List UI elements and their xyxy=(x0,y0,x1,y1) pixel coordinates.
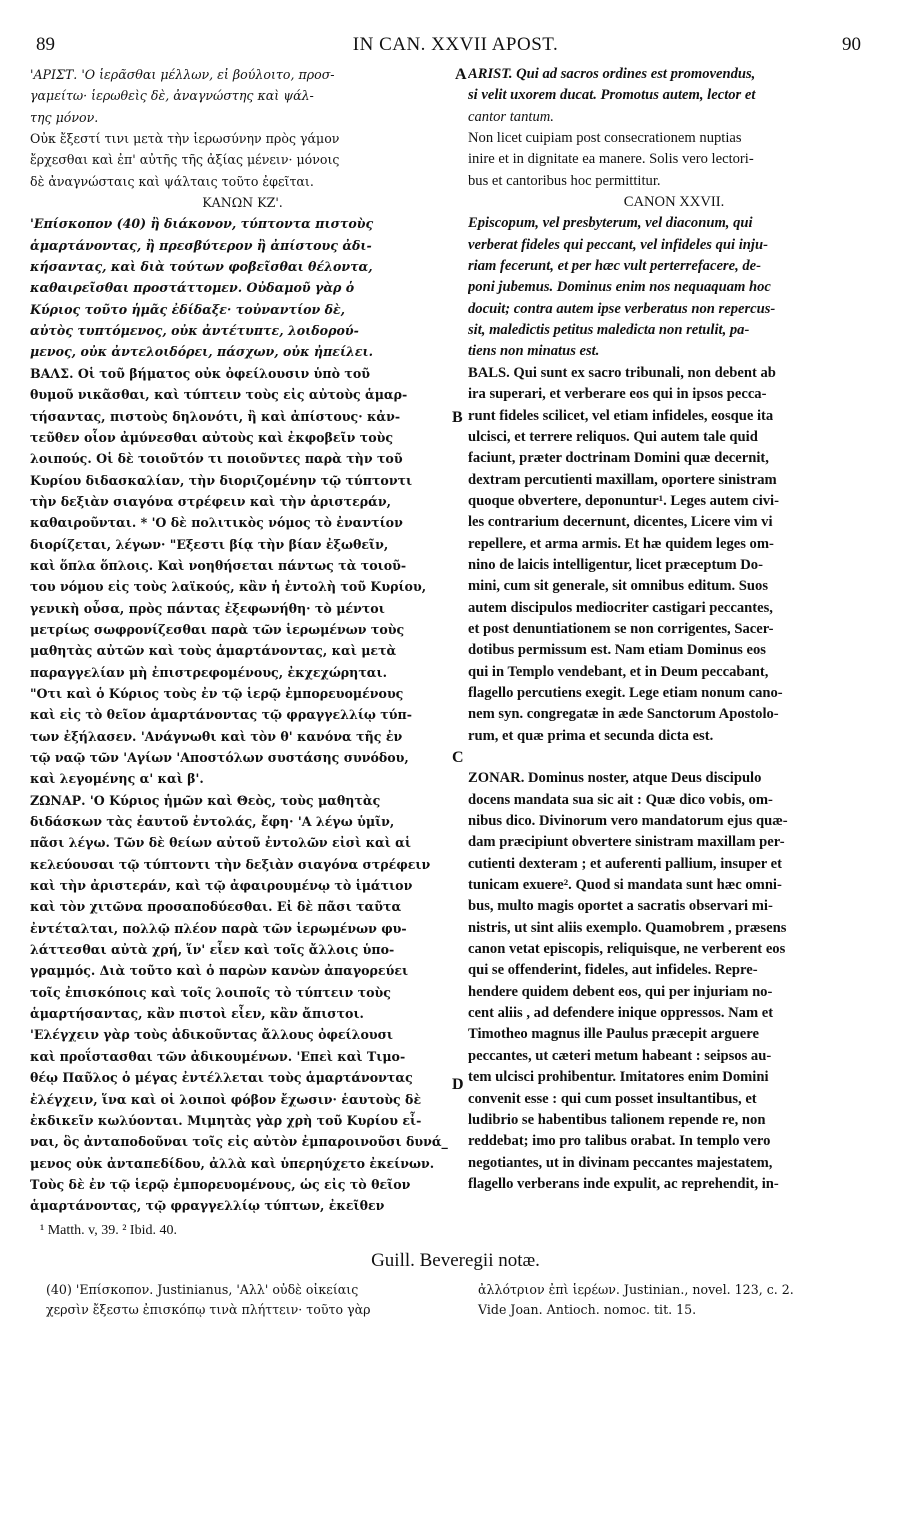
text-line: πᾶσι λέγω. Τῶν δὲ θείων αὐτοῦ ἐντολῶν εἰσὶ καὶ αἱ xyxy=(30,835,411,851)
margin-marker-b: B xyxy=(452,409,463,426)
text-line: negotiantes, ut in divinam peccantes majestatem, xyxy=(468,1154,773,1171)
text-line: θυμοῦ νικᾶσθαι, καὶ τύπτειν τοὺς εἰς αὐτοὺς ἁμαρ- xyxy=(30,387,408,403)
text-line: ΚΑΝΩΝ ΚΖ'. xyxy=(202,195,283,211)
text-line: γραμμός. Διὰ τοῦτο καὶ ὁ παρὼν κανὼν ἀπαγορεύει xyxy=(30,963,409,979)
text-line: bus et cantoribus hoc permittitur. xyxy=(468,172,661,189)
text-line: ἁμαρτάνοντας, ἢ πρεσβύτερον ἢ ἀπίστους ἀδι- xyxy=(30,237,372,253)
text-line: κελεύουσαι τῷ τύπτοντι τὴν δεξιὰν σιαγόνα στρέφειν xyxy=(30,856,431,872)
text-line: dotibus permissum est. Nam etiam Dominus eos xyxy=(468,642,766,659)
text-line: καὶ τὴν ἀριστεράν, καὶ τῷ ἀφαιρουμένῳ τὸ ἱμάτιον xyxy=(30,878,413,894)
text-line: λάττεσθαι αὐτὰ χρή, ἵν' εἶεν καὶ τοῖς ἄλλοις ὑπο- xyxy=(30,942,395,958)
text-line: καὶ προΐστασθαι τῶν ἀδικουμένων. 'Επεὶ καὶ Τιμο- xyxy=(30,1048,406,1064)
text-line: cantor tantum. xyxy=(468,108,554,125)
text-line: les contrarium decernunt, dicentes, Licere vim vi xyxy=(468,514,773,531)
text-line: τεῦθεν οἷον ἀμύνεσθαι αὐτοὺς καὶ ἐκφοβεῖν τοὺς xyxy=(30,429,394,445)
notes-left xyxy=(46,1280,371,1320)
text-line: nibus dico. Divinorum vero mandatorum ejus quæ- xyxy=(468,813,788,830)
text-line: των ἐξήλασεν. 'Ανάγνωθι καὶ τὸν θ' κανόνα τῆς ἐν xyxy=(30,728,403,744)
text-line: riam fecerunt, et per hæc vult perterrefacere, de- xyxy=(468,258,762,275)
text-line: καὶ τὸν χιτῶνα προσαποδύεσθαι. Εἰ δὲ πᾶσι ταῦτα xyxy=(30,899,402,915)
text-line: γαμείτω· ἱερωθεὶς δὲ, ἀναγνώστης καὶ ψάλ- xyxy=(30,88,314,104)
note-line: χερσὶν ἔξεστω ἐπισκόπῳ τινὰ πλήττειν· τοῦτο γὰρ xyxy=(46,1302,371,1317)
text-line: Κύριος τοῦτο ἡμᾶς ἐδίδαξε· τοὐναντίον δὲ, xyxy=(30,301,346,317)
margin-marker-a: A xyxy=(455,66,467,83)
note-line: Vide Joan. Antioch. nomoc. tit. 15. xyxy=(478,1302,697,1317)
footnotes: ¹ Matth. v, 39. ² Ibid. 40. xyxy=(40,1223,177,1238)
text-line: faciunt, præter doctrinam Domini quæ decernit, xyxy=(468,450,769,467)
text-line: ZONAR. Dominus noster, atque Deus discipulo xyxy=(468,770,762,787)
text-line: δὲ ἀναγνώσταις καὶ ψάλταις τοῦτο ἐφεῖται. xyxy=(30,173,314,189)
note-line: (40) 'Επίσκοπον. Justinianus, 'Αλλ' οὐδὲ οἰκείαις xyxy=(46,1282,359,1297)
text-line: tem ulcisci prohibentur. Imitatores enim Domini xyxy=(468,1069,769,1086)
text-line: μενος οὐκ ἀνταπεδίδου, ἀλλὰ καὶ ὑπερηύχετο ἐκείνων. xyxy=(30,1155,435,1171)
text-line: ΒΑΛΣ. Οἱ τοῦ βήματος οὐκ ὀφείλουσιν ὑπὸ τοῦ xyxy=(30,365,370,381)
text-line: tiens non minatus est. xyxy=(468,343,600,360)
margin-marker-c: C xyxy=(452,749,464,766)
text-line: verberat fideles qui peccant, vel infideles qui inju- xyxy=(468,236,768,253)
text-line: τήσαντας, πιστοὺς δηλονότι, ἢ καὶ ἀπίστους· κἀν- xyxy=(30,408,401,424)
text-line: cent aliis , ad defendere inique oppressos. Nam et xyxy=(468,1005,774,1022)
text-line: τῷ ναῷ τῶν 'Αγίων 'Αποστόλων συστάσης συνόδου, xyxy=(30,750,409,765)
page-number-right: 90 xyxy=(842,34,861,55)
text-line: nem syn. congregatæ in æde Sanctorum Apostolo- xyxy=(468,706,779,723)
text-line: convenit esse : qui cum posset insultantibus, et xyxy=(468,1090,757,1107)
text-line: hendere quidem debent eos, qui per injuriam no- xyxy=(468,983,773,1000)
text-line: mini, cum sit generale, sit omnibus editum. Suos xyxy=(468,578,769,595)
text-line: λοιπούς. Οἱ δὲ τοιοῦτόν τι ποιοῦντες παρὰ τὴν τοῦ xyxy=(30,451,403,467)
text-line: cutienti dexteram ; et auferenti pallium, insuper et xyxy=(468,855,782,872)
text-line: qui in Templo vendebant, et in Deum peccabant, xyxy=(468,663,769,680)
text-line: reddebat; imo pro talibus orabat. In templo vero xyxy=(468,1133,771,1150)
text-line: et post denuntiationem se non corrigentes, Sacer- xyxy=(468,620,774,637)
text-line: ARIST. Qui ad sacros ordines est promovendus, xyxy=(468,66,756,82)
notes-heading: Guill. Beveregii notæ. xyxy=(371,1250,540,1271)
text-line: ira superari, et verberare eos qui in ipsos pecca- xyxy=(468,386,767,403)
text-line: si velit uxorem ducat. Promotus autem, lector et xyxy=(468,87,756,104)
text-line: καὶ ὅπλα ὅπλοις. Καὶ νοηθήσεται πάντως τὰ τοιοῦ- xyxy=(30,557,407,573)
text-line: dextram percutienti maxillam, oportere sinistram xyxy=(468,471,777,488)
text-line: autem discipulos mediocriter castigari peccantes, xyxy=(468,599,773,616)
margin-marker-d: D xyxy=(452,1076,464,1093)
text-line: παραγγελίαν μὴ ἐπιστρεφομένους, ἐκχεχώρηται. xyxy=(30,664,387,680)
text-line: ναι, ὃς ἀνταποδοῦναι τοῖς εἰς αὐτὸν ἐμπαροινοῦσι δυνά_ xyxy=(30,1134,448,1150)
text-line: διορίζεται, λέγων· "Εξεστι βίᾳ τὴν βίαν ἐξωθεῖν, xyxy=(30,536,389,552)
text-line: CANON XXVII. xyxy=(623,194,725,211)
text-line: του νόμου εἰς τοὺς λαϊκούς, κἂν ἡ ἐντολὴ τοῦ Κυρίου, xyxy=(30,579,427,595)
text-line: καθαιρεῖσθαι προστάττομεν. Οὐδαμοῦ γὰρ ὁ xyxy=(30,280,355,296)
text-line: Τοὺς δὲ ἐν τῷ ἱερῷ ἐμπορευομένους, ὡς εἰς τὸ θεῖον xyxy=(30,1176,411,1192)
running-header xyxy=(0,34,911,58)
text-line: nistris, ut sint aliis exemplo. Quamobrem , præsens xyxy=(468,919,787,936)
text-line: Κυρίου διδασκαλίαν, τὴν διοριζομένην τῷ τύπτοντι xyxy=(30,472,413,488)
text-line: θέῳ Παῦλος ὁ μέγας ἐντέλλεται τοὺς ἁμαρτάνοντας xyxy=(30,1070,413,1086)
text-line: flagello verberans inde expulit, ac reprehendit, in- xyxy=(468,1175,779,1192)
text-line: 'ΑΡΙΣΤ. 'Ο ἱερᾶσθαι μέλλων, εἰ βούλοιτο, προσ- xyxy=(30,67,335,82)
text-line: rum, et quæ prima et secunda dicta est. xyxy=(468,727,714,744)
text-line: flagello percutiens exegit. Lege etiam nonum cano- xyxy=(468,684,783,701)
text-line: αὐτὸς τυπτόμενος, οὐκ ἀντέτυπτε, λοιδορού- xyxy=(30,323,359,339)
text-line: καὶ εἰς τὸ θεῖον ἁμαρτάνοντας τῷ φραγγελλίῳ τύπ- xyxy=(30,707,412,723)
text-line: Non licet cuipiam post consecrationem nuptias xyxy=(468,130,742,147)
text-line: docens mandata sua sic ait : Quæ dico vobis, om- xyxy=(468,791,773,808)
text-line: Episcopum, vel presbyterum, vel diaconum, qui xyxy=(468,215,753,232)
text-line: καθαιροῦνται. * 'Ο δὲ πολιτικὸς νόμος τὸ ἐναντίον xyxy=(30,515,403,531)
notes-right xyxy=(478,1280,794,1320)
text-line: γενικὴ οὖσα, πρὸς πάντας ἐξεφωνήθη· τὸ μέντοι xyxy=(30,600,385,616)
text-line: 'Ελέγχειν γὰρ τοὺς ἀδικοῦντας ἄλλους ὀφείλουσι xyxy=(30,1027,393,1043)
text-line: ἐλέγχειν, ἵνα καὶ οἱ λοιποὶ φόβον ἔχωσιν· ἑαυτοὺς δὲ xyxy=(30,1091,422,1107)
text-line: τοῖς ἐπισκόποις καὶ τοῖς λοιποῖς τὸ τύπτειν τοὺς xyxy=(30,984,391,1000)
text-line: peccantes, ut cæteri metum habeant : seipsos au- xyxy=(468,1047,772,1064)
greek-column xyxy=(30,64,455,1217)
text-line: quoque obvertere, deponuntur¹. Leges autem civi- xyxy=(468,492,779,509)
text-line: ἐντέταλται, πολλῷ πλέον παρὰ τῶν ἱερωμένων φυ- xyxy=(30,920,407,936)
text-line: μενος, οὐκ ἀντελοιδόρει, πάσχων, οὐκ ἠπείλει. xyxy=(30,344,374,360)
text-line: qui se offenderint, fideles, aut infideles. Repre- xyxy=(468,962,758,979)
text-line: ἔρχεσθαι καὶ ἐπ' αὐτῆς τῆς ἀξίας μένειν· μόνοις xyxy=(30,152,340,168)
page-number-left: 89 xyxy=(36,34,55,55)
text-line: 'Επίσκοπον (40) ἢ διάκονον, τύπτοντα πιστοὺς xyxy=(30,216,374,232)
text-line: "Οτι καὶ ὁ Κύριος τοὺς ἐν τῷ ἱερῷ ἐμπορευομένους xyxy=(30,685,404,701)
text-line: dam præcipiunt obvertere sinistram maxillam per- xyxy=(468,834,785,851)
text-line: μαθητὰς αὐτῶν καὶ τοὺς ἁμαρτάνοντας, καὶ μετὰ xyxy=(30,643,397,659)
text-line: ἐκδικεῖν κωλύονται. Μιμητὰς γὰρ χρὴ τοῦ Κυρίου εἶ- xyxy=(30,1112,422,1128)
text-line: ΖΩΝΑΡ. 'Ο Κύριος ἡμῶν καὶ Θεὸς, τοὺς μαθητὰς xyxy=(30,792,381,808)
text-line: runt fideles scilicet, vel etiam infideles, eosque ita xyxy=(468,407,774,424)
text-line: μετρίως σωφρονίζεσθαι παρὰ τῶν ἱερωμένων τοὺς xyxy=(30,621,405,637)
text-line: bus, multo magis oportet a sacratis observari mi- xyxy=(468,898,773,915)
text-line: canon vetat episcopis, reliquisque, ne verberent eos xyxy=(468,941,786,958)
text-line xyxy=(468,747,880,768)
text-line: docuit; contra autem ipse verberatus non repercus- xyxy=(468,300,776,317)
text-line: της μόνον. xyxy=(30,109,99,125)
text-line: nino de laicis intelligentur, licet præceptum Do- xyxy=(468,556,763,573)
text-line: ἁμαρτάνοντας, τῷ φραγγελλίῳ τύπτων, ἐκεῖθεν xyxy=(30,1198,385,1214)
text-line: poni jubemus. Dominus enim nos nequaquam hoc xyxy=(468,279,771,296)
text-line: inire et in dignitate ea manere. Solis vero lectori- xyxy=(468,151,754,168)
text-line: BALS. Qui sunt ex sacro tribunali, non debent ab xyxy=(468,364,776,381)
note-line: ἀλλότριον ἐπὶ ἱερέων. Justinian., novel. 123, c. 2. xyxy=(478,1282,794,1297)
text-line: ludibrio se habentibus talionem repende re, non xyxy=(468,1111,766,1128)
text-line: repellere, et arma armis. Et hæ quidem leges om- xyxy=(468,535,774,552)
text-line: sit, maledictis petitus maledicta non retulit, pa- xyxy=(468,322,750,339)
text-line: κήσαντας, καὶ διὰ τούτων φοβεῖσθαι θέλοντα, xyxy=(30,259,373,275)
text-line: ulcisci, et terrere reliquos. Qui autem tale quid xyxy=(468,428,758,445)
text-line: Οὐκ ἔξεστί τινι μετὰ τὴν ἱερωσύνην πρὸς γάμον xyxy=(30,131,340,147)
text-line: διδάσκων τὰς ἑαυτοῦ ἐντολάς, ἔφη· 'Α λέγω ὑμῖν, xyxy=(30,814,395,830)
text-line: tunicam exuere². Quod si mandata sunt hæc omni- xyxy=(468,877,782,894)
running-title: IN CAN. XXVII APOST. xyxy=(352,34,559,55)
text-line: τὴν δεξιὰν σιαγόνα στρέφειν καὶ τὴν ἀριστεράν, xyxy=(30,493,391,509)
text-line: Timotheo magnus ille Paulus præcepit arguere xyxy=(468,1026,759,1043)
text-line: ἁμαρτήσαντας, κἂν πιστοὶ εἶεν, κἂν ἄπιστοι. xyxy=(30,1006,364,1022)
latin-column xyxy=(468,64,880,1195)
text-line: καὶ λεγομένης α' καὶ β'. xyxy=(30,771,204,787)
